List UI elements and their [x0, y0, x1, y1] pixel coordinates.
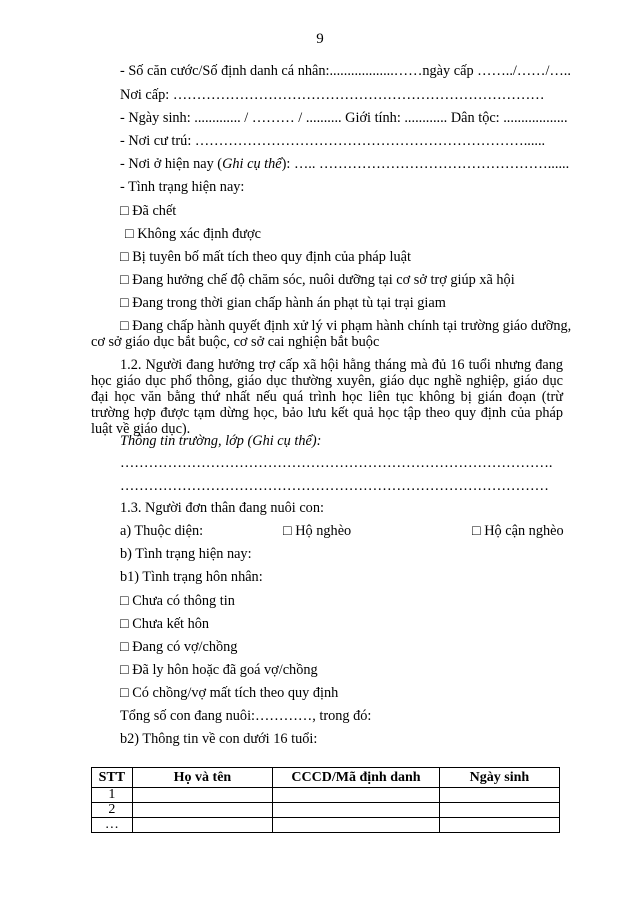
row-stt: 2: [92, 803, 133, 818]
table-row: [92, 803, 560, 818]
table-header-row: [92, 768, 560, 788]
place-issued-line: Nơi cấp: ……………………………………………………………………: [120, 87, 545, 103]
residence-line: - Nơi cư trú: ……………………………………………………………......: [120, 133, 546, 149]
table-row: [92, 818, 560, 833]
page-number: 9: [316, 31, 324, 47]
section-1-2-paragraph: 1.2. Người đang hưởng trợ cấp xã hội hằng tháng mà đủ 16 tuổi nhưng đang học giáo dục phổ thông, giáo dục thường xuyên, giáo dục nghề nghiệp, giáo dục đại học văn bằng thứ nhất nếu quá trình học liên tục không bị gián đoạn (trừ trường hợp được tạm dừng học, bảo lưu kết quả học tập theo quy định của pháp luật về giáo dục).: [91, 357, 563, 437]
marital-single-option: □ Chưa kết hôn: [120, 616, 210, 632]
school-info-dots-2: ………………………………………………………………………………: [120, 478, 549, 494]
status-reform-option: □ Đang chấp hành quyết định xử lý vi phạm hành chính tại trường giáo dưỡng,: [120, 318, 572, 334]
current-address-rest: ): ….. …………………………………………......: [281, 156, 570, 172]
current-address-italic: Ghi cụ thể: [222, 156, 282, 172]
row-birth: [439, 803, 559, 818]
section-1-3-heading: 1.3. Người đơn thân đang nuôi con:: [120, 500, 324, 516]
marital-no-info-option: □ Chưa có thông tin: [120, 593, 235, 609]
current-status-label: b) Tình trạng hiện nay:: [120, 546, 252, 562]
status-reform-continued: cơ sở giáo dục bắt buộc, cơ sở cai nghiện bắt buộc: [91, 334, 380, 350]
status-label: - Tình trạng hiện nay:: [120, 179, 245, 195]
header-stt: STT: [92, 768, 133, 788]
status-declared-missing-option: □ Bị tuyên bố mất tích theo quy định của pháp luật: [120, 249, 411, 265]
current-address-line: [120, 156, 569, 172]
status-care-facility-option: □ Đang hưởng chế độ chăm sóc, nuôi dưỡng tại cơ sở trợ giúp xã hội: [120, 272, 515, 288]
row-id: [273, 803, 440, 818]
status-prison-option: □ Đang trong thời gian chấp hành án phạt tù tại trại giam: [120, 295, 446, 311]
table-row: [92, 788, 560, 803]
children-table: [91, 767, 560, 833]
marital-married-option: □ Đang có vợ/chồng: [120, 639, 238, 655]
school-info-label: Thông tin trường, lớp (Ghi cụ thể):: [120, 433, 322, 449]
row-stt: 1: [92, 788, 133, 803]
marital-status-label: b1) Tình trạng hôn nhân:: [120, 569, 263, 585]
category-label: a) Thuộc diện:: [120, 523, 204, 539]
row-id: [273, 788, 440, 803]
row-birth: [439, 818, 559, 833]
row-stt: …: [92, 818, 133, 833]
status-missing-option: □ Không xác định được: [125, 226, 261, 242]
marital-divorced-option: □ Đã ly hôn hoặc đã goá vợ/chồng: [120, 662, 318, 678]
near-poor-household-option: □ Hộ cận nghèo: [472, 523, 564, 539]
row-id: [273, 818, 440, 833]
current-address-label: - Nơi ở hiện nay (: [120, 156, 223, 172]
children-info-label: b2) Thông tin về con dưới 16 tuổi:: [120, 731, 318, 747]
children-count-line: Tổng số con đang nuôi:…………, trong đó:: [120, 708, 372, 724]
row-name: [132, 803, 272, 818]
id-number-line: - Số căn cước/Số định danh cá nhân:..................……ngày cấp ……../……/…..: [120, 63, 571, 79]
school-info-dots-1: ……………………………………………………………………………….: [120, 455, 553, 471]
header-full-name: Họ và tên: [132, 768, 272, 788]
row-name: [132, 788, 272, 803]
row-birth: [439, 788, 559, 803]
marital-spouse-missing-option: □ Có chồng/vợ mất tích theo quy định: [120, 685, 339, 701]
status-dead-option: □ Đã chết: [120, 203, 177, 219]
birth-date-line: - Ngày sinh: ............. / ……… / .......... Giới tính: ............ Dân tộc: ..................: [120, 110, 568, 126]
row-name: [132, 818, 272, 833]
header-birth-date: Ngày sinh: [439, 768, 559, 788]
poor-household-option: □ Hộ nghèo: [283, 523, 352, 539]
header-id-code: CCCD/Mã định danh: [273, 768, 440, 788]
